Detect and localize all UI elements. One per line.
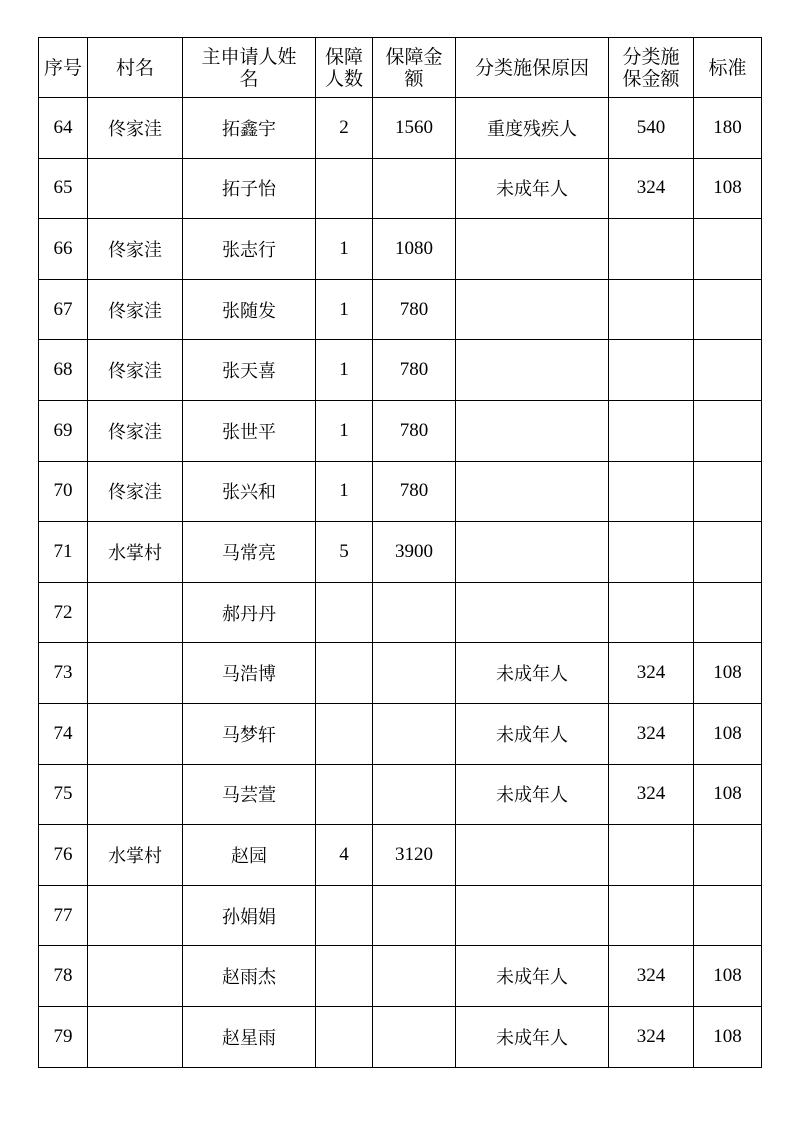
table-row [39,582,762,643]
cell-village: 佟家洼 [88,279,183,340]
cell-applicant-name: 赵雨杰 [183,946,316,1007]
cell-seq: 65 [39,158,88,219]
table-row [39,825,762,886]
table-header [39,38,762,98]
cell-amount [373,582,456,643]
table-row [39,946,762,1007]
cell-persons: 1 [316,279,373,340]
cell-applicant-name: 孙娟娟 [183,885,316,946]
cell-amount [373,158,456,219]
cell-persons [316,885,373,946]
cell-seq: 67 [39,279,88,340]
table-row [39,643,762,704]
cell-village [88,703,183,764]
cell-class-amount [609,885,694,946]
cell-standard [694,400,762,461]
table-row [39,764,762,825]
header-persons: 保障人数 [316,38,373,98]
header-seq: 序号 [39,38,88,98]
cell-reason: 重度残疾人 [456,98,609,159]
cell-applicant-name: 赵园 [183,825,316,886]
cell-applicant-name: 张随发 [183,279,316,340]
cell-amount [373,1006,456,1067]
cell-amount: 3900 [373,522,456,583]
cell-persons [316,703,373,764]
cell-persons: 1 [316,461,373,522]
cell-applicant-name: 拓子怡 [183,158,316,219]
table-row [39,703,762,764]
header-standard: 标准 [694,38,762,98]
cell-amount [373,643,456,704]
table-row [39,461,762,522]
cell-reason: 未成年人 [456,1006,609,1067]
header-row [39,38,762,98]
cell-standard [694,461,762,522]
cell-standard: 108 [694,1006,762,1067]
cell-class-amount [609,219,694,280]
cell-class-amount: 324 [609,764,694,825]
cell-persons: 1 [316,400,373,461]
cell-amount [373,946,456,1007]
cell-reason [456,400,609,461]
cell-persons [316,643,373,704]
table-row [39,400,762,461]
cell-seq: 68 [39,340,88,401]
cell-persons: 1 [316,340,373,401]
header-class-amount: 分类施保金额 [609,38,694,98]
cell-village [88,1006,183,1067]
cell-reason: 未成年人 [456,764,609,825]
cell-amount [373,764,456,825]
cell-class-amount: 324 [609,158,694,219]
cell-standard: 108 [694,643,762,704]
table-row [39,219,762,280]
table-row [39,522,762,583]
cell-class-amount [609,522,694,583]
table-row [39,340,762,401]
cell-applicant-name: 拓鑫宇 [183,98,316,159]
cell-reason: 未成年人 [456,158,609,219]
cell-standard: 108 [694,946,762,1007]
cell-standard [694,582,762,643]
cell-seq: 76 [39,825,88,886]
cell-applicant-name: 张世平 [183,400,316,461]
cell-seq: 72 [39,582,88,643]
cell-amount [373,703,456,764]
assistance-register-table [38,37,762,1068]
cell-class-amount: 540 [609,98,694,159]
cell-applicant-name: 马浩博 [183,643,316,704]
cell-class-amount [609,400,694,461]
cell-applicant-name: 赵星雨 [183,1006,316,1067]
cell-reason [456,522,609,583]
cell-village: 水掌村 [88,522,183,583]
cell-persons: 4 [316,825,373,886]
header-village: 村名 [88,38,183,98]
cell-class-amount: 324 [609,703,694,764]
cell-persons [316,1006,373,1067]
cell-village: 佟家洼 [88,98,183,159]
cell-seq: 78 [39,946,88,1007]
cell-persons: 5 [316,522,373,583]
cell-amount: 1560 [373,98,456,159]
cell-seq: 73 [39,643,88,704]
cell-applicant-name: 张天喜 [183,340,316,401]
cell-seq: 77 [39,885,88,946]
cell-class-amount: 324 [609,1006,694,1067]
header-reason: 分类施保原因 [456,38,609,98]
header-applicant: 主申请人姓名 [183,38,316,98]
cell-class-amount: 324 [609,643,694,704]
cell-standard: 108 [694,158,762,219]
cell-reason: 未成年人 [456,643,609,704]
cell-seq: 75 [39,764,88,825]
cell-amount: 780 [373,400,456,461]
cell-standard [694,885,762,946]
cell-class-amount [609,825,694,886]
cell-standard [694,522,762,583]
cell-reason [456,582,609,643]
cell-amount: 780 [373,340,456,401]
table-row [39,158,762,219]
cell-applicant-name: 郝丹丹 [183,582,316,643]
cell-reason [456,885,609,946]
cell-class-amount [609,279,694,340]
cell-reason [456,340,609,401]
cell-amount: 3120 [373,825,456,886]
cell-amount [373,885,456,946]
cell-seq: 70 [39,461,88,522]
cell-persons [316,764,373,825]
cell-applicant-name: 张兴和 [183,461,316,522]
cell-reason: 未成年人 [456,946,609,1007]
cell-persons [316,946,373,1007]
cell-persons [316,158,373,219]
cell-village: 佟家洼 [88,340,183,401]
cell-seq: 69 [39,400,88,461]
cell-village: 佟家洼 [88,219,183,280]
cell-village: 佟家洼 [88,461,183,522]
cell-seq: 66 [39,219,88,280]
table-body [39,98,762,1068]
cell-amount: 780 [373,461,456,522]
cell-class-amount: 324 [609,946,694,1007]
cell-persons [316,582,373,643]
cell-class-amount [609,582,694,643]
cell-applicant-name: 张志行 [183,219,316,280]
cell-reason [456,825,609,886]
cell-applicant-name: 马常亮 [183,522,316,583]
cell-persons: 2 [316,98,373,159]
cell-seq: 74 [39,703,88,764]
cell-amount: 1080 [373,219,456,280]
cell-village [88,946,183,1007]
cell-amount: 780 [373,279,456,340]
table-row [39,279,762,340]
cell-class-amount [609,340,694,401]
cell-village [88,764,183,825]
cell-standard: 108 [694,703,762,764]
cell-applicant-name: 马梦轩 [183,703,316,764]
cell-applicant-name: 马芸萱 [183,764,316,825]
cell-standard: 108 [694,764,762,825]
cell-reason [456,461,609,522]
cell-standard [694,825,762,886]
cell-standard: 180 [694,98,762,159]
cell-standard [694,219,762,280]
cell-standard [694,279,762,340]
cell-village: 水掌村 [88,825,183,886]
table-row [39,1006,762,1067]
cell-seq: 64 [39,98,88,159]
cell-village [88,158,183,219]
table-row [39,98,762,159]
cell-reason [456,219,609,280]
cell-class-amount [609,461,694,522]
cell-reason [456,279,609,340]
cell-persons: 1 [316,219,373,280]
cell-village [88,885,183,946]
cell-seq: 79 [39,1006,88,1067]
cell-village [88,582,183,643]
cell-reason: 未成年人 [456,703,609,764]
cell-village [88,643,183,704]
table-row [39,885,762,946]
cell-seq: 71 [39,522,88,583]
cell-village: 佟家洼 [88,400,183,461]
cell-standard [694,340,762,401]
header-amount: 保障金额 [373,38,456,98]
